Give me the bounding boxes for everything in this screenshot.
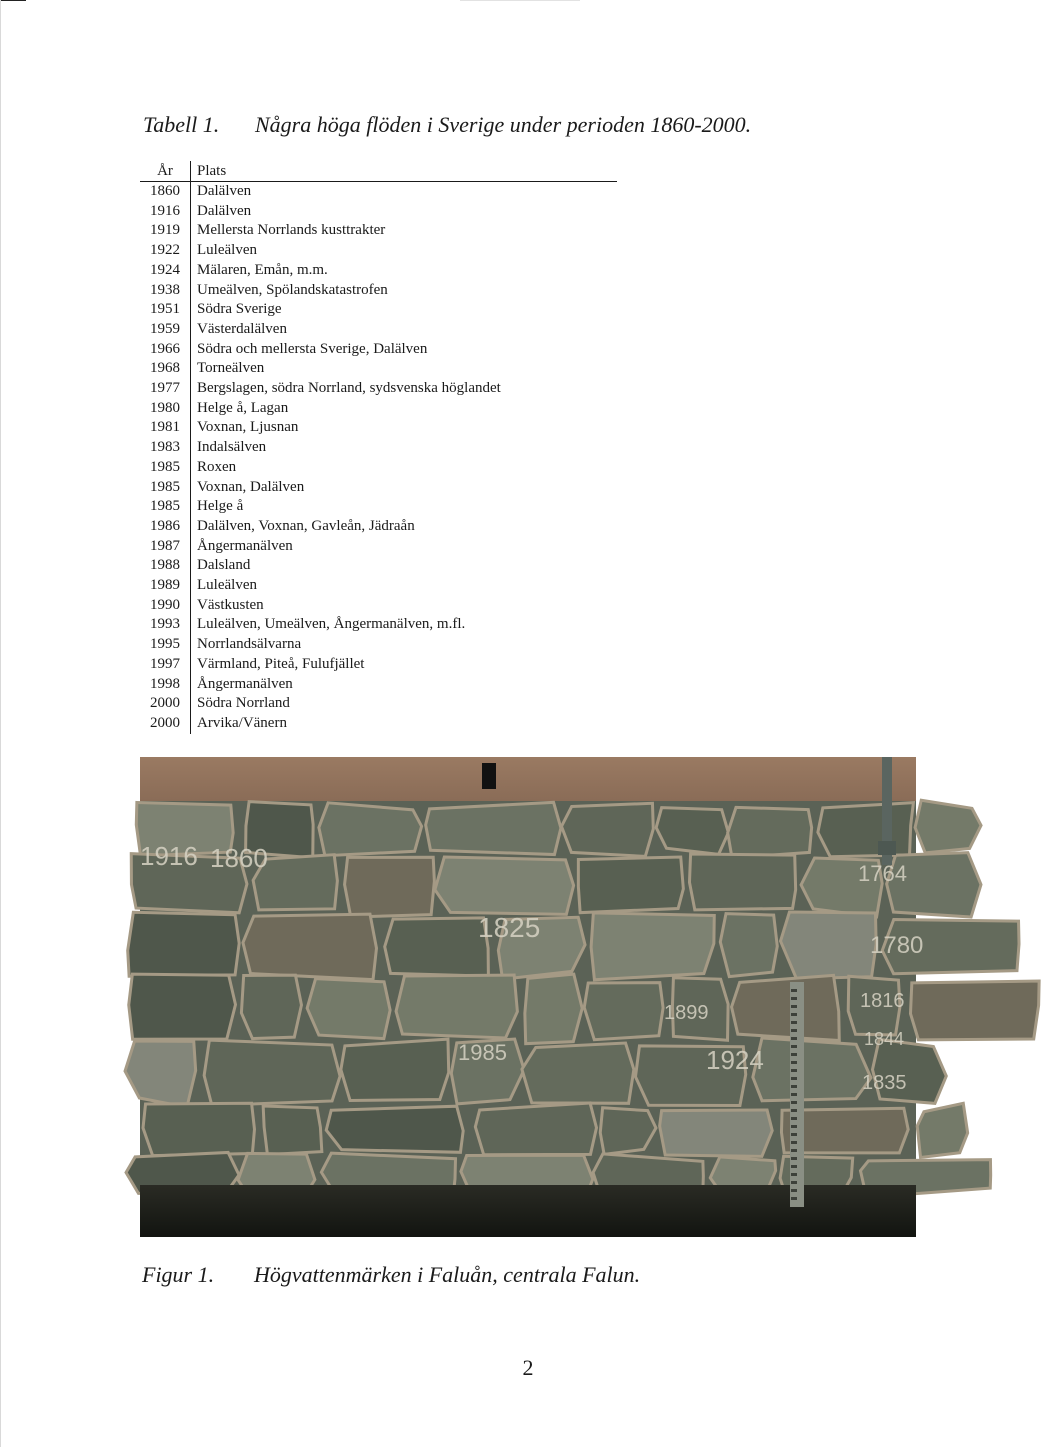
high-water-mark: 1985 bbox=[458, 1040, 507, 1065]
row-place: Dalälven bbox=[197, 183, 252, 199]
row-year: 1988 bbox=[140, 556, 191, 576]
table-row bbox=[140, 182, 617, 202]
row-place: Voxnan, Dalälven bbox=[197, 478, 305, 495]
row-place: Indalsälven bbox=[197, 439, 267, 456]
row-year: 1983 bbox=[140, 438, 191, 458]
row-year: 1997 bbox=[140, 655, 191, 675]
high-water-mark: 1764 bbox=[858, 861, 907, 886]
row-place: Arvika/Vänern bbox=[197, 714, 287, 731]
row-place: Norrlandsälvarna bbox=[197, 636, 302, 653]
high-water-mark: 1924 bbox=[706, 1045, 764, 1075]
gauge-tick bbox=[791, 1141, 797, 1144]
row-year: 1860 bbox=[140, 182, 191, 202]
wall-stone bbox=[910, 981, 1039, 1040]
wall-stone bbox=[915, 800, 981, 853]
table-row bbox=[140, 556, 617, 576]
figure-caption-title: Högvattenmärken i Faluån, centrala Falun. bbox=[254, 1262, 641, 1287]
wall-stone bbox=[917, 1103, 967, 1157]
gauge-tick bbox=[791, 1125, 797, 1128]
wall-stone bbox=[243, 914, 377, 980]
header-year: År bbox=[140, 161, 191, 182]
table-row bbox=[140, 300, 617, 320]
row-place: Ångermanälven bbox=[197, 675, 293, 692]
gauge-tick bbox=[791, 989, 797, 992]
drain-pipe-outlet bbox=[878, 841, 896, 855]
row-year: 1993 bbox=[140, 615, 191, 635]
stone-wall-photo bbox=[140, 757, 924, 1237]
row-year: 1985 bbox=[140, 478, 191, 498]
gauge-tick bbox=[791, 1061, 797, 1064]
gauge-tick bbox=[791, 1117, 797, 1120]
table-row bbox=[140, 399, 617, 419]
wall-stone bbox=[435, 857, 574, 914]
table-row bbox=[140, 694, 617, 714]
gauge-tick bbox=[791, 1101, 797, 1104]
table-row bbox=[140, 320, 617, 340]
wall-stone bbox=[578, 857, 683, 913]
wall-stone bbox=[319, 803, 422, 856]
table-row bbox=[140, 655, 617, 675]
plaster-band bbox=[140, 757, 916, 801]
wall-stone bbox=[656, 808, 728, 855]
gauge-tick bbox=[791, 1045, 797, 1048]
high-water-mark: 1816 bbox=[860, 990, 905, 1012]
wall-stone bbox=[143, 1103, 254, 1155]
row-year: 1985 bbox=[140, 497, 191, 517]
table-row bbox=[140, 596, 617, 616]
high-water-mark: 1916 bbox=[140, 841, 198, 871]
header-place: Plats bbox=[191, 161, 618, 182]
row-year: 1922 bbox=[140, 241, 191, 261]
wall-stone bbox=[781, 912, 877, 979]
row-place: Bergslagen, södra Norrland, sydsvenska höglandet bbox=[197, 380, 501, 397]
gauge-tick bbox=[791, 1173, 797, 1176]
gauge-tick bbox=[791, 1037, 797, 1040]
table-row bbox=[140, 221, 617, 241]
wall-stone bbox=[475, 1103, 596, 1155]
wall-stone bbox=[128, 912, 240, 976]
row-place: Ångermanälven bbox=[197, 537, 293, 554]
row-place: Västerdalälven bbox=[197, 320, 287, 337]
gauge-tick bbox=[791, 1149, 797, 1152]
gauge-tick bbox=[791, 1077, 797, 1080]
row-place: Mälaren, Emån, m.m. bbox=[197, 261, 328, 278]
table-row bbox=[140, 458, 617, 478]
row-year: 1959 bbox=[140, 320, 191, 340]
wall-stone bbox=[385, 918, 489, 976]
wall-stone bbox=[307, 979, 390, 1039]
table-caption-title: Några höga flöden i Sverige under perioden 1860-2000. bbox=[255, 112, 752, 137]
gauge-tick bbox=[791, 1069, 797, 1072]
table-header-row bbox=[140, 161, 617, 182]
row-place: Mellersta Norrlands kusttrakter bbox=[197, 222, 386, 239]
row-year: 1919 bbox=[140, 221, 191, 241]
row-year: 1916 bbox=[140, 202, 191, 222]
table-row bbox=[140, 478, 617, 498]
wall-stone bbox=[660, 1110, 773, 1156]
row-place: Torneälven bbox=[197, 360, 265, 377]
high-water-mark: 1780 bbox=[870, 932, 924, 959]
table-body bbox=[140, 182, 617, 734]
row-year: 1966 bbox=[140, 340, 191, 360]
wall-stone bbox=[241, 975, 301, 1038]
row-year: 1951 bbox=[140, 300, 191, 320]
wall-stone bbox=[818, 803, 914, 857]
wall-stone bbox=[396, 975, 517, 1038]
wall-stone bbox=[263, 1106, 322, 1155]
table-row bbox=[140, 438, 617, 458]
high-water-mark: 1860 bbox=[210, 843, 268, 873]
wall-stone bbox=[732, 975, 840, 1040]
row-year: 1985 bbox=[140, 458, 191, 478]
gauge-tick bbox=[791, 1157, 797, 1160]
table-row bbox=[140, 379, 617, 399]
row-year: 1989 bbox=[140, 576, 191, 596]
table-row bbox=[140, 261, 617, 281]
high-water-marks-photo bbox=[140, 757, 924, 1237]
row-place: Värmland, Piteå, Fulufjället bbox=[197, 655, 365, 672]
row-place: Västkusten bbox=[197, 596, 264, 613]
gauge-tick bbox=[791, 1021, 797, 1024]
row-place: Södra Norrland bbox=[197, 695, 290, 712]
row-place: Dalsland bbox=[197, 557, 251, 574]
row-year: 1977 bbox=[140, 379, 191, 399]
wall-stone bbox=[562, 803, 654, 856]
flood-table bbox=[140, 161, 617, 734]
row-year: 2000 bbox=[140, 714, 191, 734]
wall-stone bbox=[584, 983, 663, 1040]
row-year: 1980 bbox=[140, 399, 191, 419]
gauge-tick bbox=[791, 1165, 797, 1168]
row-year: 2000 bbox=[140, 694, 191, 714]
wall-stone bbox=[129, 974, 236, 1039]
wall-stone bbox=[728, 807, 812, 858]
row-year: 1938 bbox=[140, 281, 191, 301]
figure-caption-label: Figur 1. bbox=[142, 1262, 215, 1287]
row-place: Luleälven, Umeälven, Ångermanälven, m.fl. bbox=[197, 616, 466, 633]
row-place: Dalälven, Voxnan, Gavleån, Jädraån bbox=[197, 517, 415, 534]
row-year: 1998 bbox=[140, 675, 191, 695]
wall-stone bbox=[591, 913, 714, 980]
table-row bbox=[140, 359, 617, 379]
high-water-mark: 1844 bbox=[864, 1029, 905, 1049]
row-year: 1968 bbox=[140, 359, 191, 379]
high-water-mark: 1835 bbox=[862, 1072, 907, 1094]
row-year: 1986 bbox=[140, 517, 191, 537]
gauge-tick bbox=[791, 1133, 797, 1136]
row-place: Södra och mellersta Sverige, Dalälven bbox=[197, 340, 428, 357]
gauge-tick bbox=[791, 1189, 797, 1192]
table-row bbox=[140, 635, 617, 655]
wall-stone bbox=[125, 1041, 196, 1107]
wall-stone bbox=[689, 854, 795, 910]
gauge-tick bbox=[791, 997, 797, 1000]
table-row bbox=[140, 615, 617, 635]
wall-stone bbox=[204, 1040, 340, 1105]
wall-stone bbox=[326, 1106, 463, 1152]
high-water-mark: 1899 bbox=[664, 1002, 709, 1024]
scan-edge-mark bbox=[0, 0, 26, 1]
wall-stone bbox=[522, 1043, 634, 1103]
table-row bbox=[140, 241, 617, 261]
table-caption bbox=[143, 112, 843, 138]
row-place: Roxen bbox=[197, 458, 237, 475]
gauge-tick bbox=[791, 1085, 797, 1088]
row-year: 1981 bbox=[140, 418, 191, 438]
gauge-tick bbox=[791, 1181, 797, 1184]
row-year: 1995 bbox=[140, 635, 191, 655]
figure-caption bbox=[142, 1262, 842, 1288]
row-place: Södra Sverige bbox=[197, 301, 282, 318]
wall-stone bbox=[525, 974, 582, 1043]
gauge-tick bbox=[791, 1013, 797, 1016]
table-row bbox=[140, 675, 617, 695]
table-row bbox=[140, 418, 617, 438]
scan-edge-line bbox=[0, 0, 1, 1447]
row-place: Helge å bbox=[197, 498, 244, 515]
table-row bbox=[140, 517, 617, 537]
table-row bbox=[140, 281, 617, 301]
row-place: Voxnan, Ljusnan bbox=[197, 419, 299, 436]
gauge-tick bbox=[791, 1005, 797, 1008]
table-caption-label: Tabell 1. bbox=[143, 112, 220, 137]
gauge-tick bbox=[791, 1109, 797, 1112]
wall-stone bbox=[426, 802, 561, 854]
row-year: 1924 bbox=[140, 261, 191, 281]
table-row bbox=[140, 497, 617, 517]
gauge-tick bbox=[791, 1093, 797, 1096]
table-row bbox=[140, 576, 617, 596]
row-place: Helge å, Lagan bbox=[197, 399, 289, 416]
gauge-tick bbox=[791, 1029, 797, 1032]
wall-stone bbox=[341, 1039, 449, 1100]
row-year: 1987 bbox=[140, 537, 191, 557]
row-place: Luleälven bbox=[197, 242, 257, 259]
scan-top-line bbox=[460, 0, 580, 1]
wall-opening bbox=[482, 763, 496, 789]
row-place: Dalälven bbox=[197, 202, 252, 219]
table-row bbox=[140, 340, 617, 360]
gauge-tick bbox=[791, 1053, 797, 1056]
wall-stone bbox=[345, 857, 435, 917]
table-row bbox=[140, 202, 617, 222]
gauge-tick bbox=[791, 1197, 797, 1200]
row-place: Luleälven bbox=[197, 577, 257, 594]
row-place: Umeälven, Spölandskatastrofen bbox=[197, 281, 388, 298]
table-row bbox=[140, 537, 617, 557]
row-year: 1990 bbox=[140, 596, 191, 616]
table-row bbox=[140, 714, 617, 734]
high-water-mark: 1825 bbox=[478, 912, 541, 943]
wall-stone bbox=[753, 1038, 871, 1101]
wall-stone bbox=[720, 914, 777, 977]
page-number: 2 bbox=[522, 1355, 534, 1380]
